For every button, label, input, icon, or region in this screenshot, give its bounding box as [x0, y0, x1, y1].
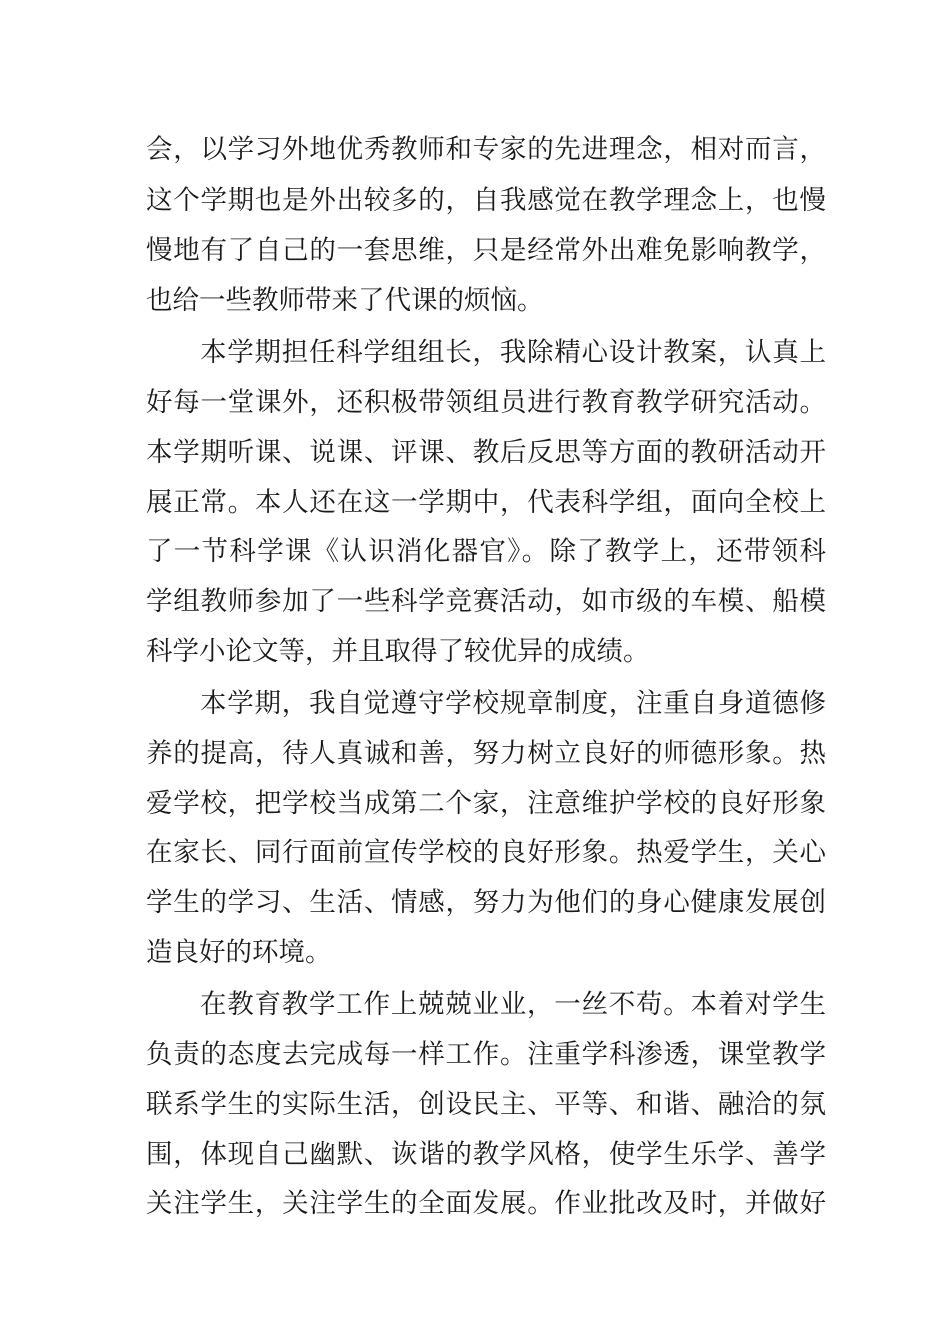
text-line: 学组教师参加了一些科学竞赛活动，如市级的车模、船模: [146, 586, 826, 617]
text-line: 负责的态度去完成每一样工作。注重学科渗透，课堂教学: [146, 1039, 826, 1070]
text-line: 在家长、同行面前宣传学校的良好形象。热爱学生，关心: [146, 837, 826, 868]
paragraph-first-line: 本学期担任科学组组长，我除精心设计教案，认真上: [200, 337, 826, 368]
text-line: 好每一堂课外，还积极带领组员进行教育教学研究活动。: [146, 387, 826, 418]
paragraph-first-line: 本学期，我自觉遵守学校规章制度，注重自身道德修: [200, 688, 826, 719]
text-line: 科学小论文等，并且取得了较优异的成绩。: [146, 636, 650, 667]
text-line: 也给一些教师带来了代课的烦恼。: [146, 285, 544, 316]
text-line: 关注学生，关注学生的全面发展。作业批改及时，并做好: [146, 1188, 826, 1219]
paragraph-first-line: 在教育教学工作上兢兢业业，一丝不苟。本着对学生: [200, 989, 826, 1020]
text-line: 联系学生的实际生活，创设民主、平等、和谐、融洽的氛: [146, 1089, 826, 1120]
text-line: 学生的学习、生活、情感，努力为他们的身心健康发展创: [146, 887, 826, 918]
text-line: 这个学期也是外出较多的，自我感觉在教学理念上，也慢: [146, 185, 826, 216]
text-line: 造良好的环境。: [146, 937, 332, 968]
text-line: 爱学校，把学校当成第二个家，注意维护学校的良好形象: [146, 788, 826, 819]
text-line: 会，以学习外地优秀教师和专家的先进理念，相对而言，: [146, 134, 826, 165]
text-line: 展正常。本人还在这一学期中，代表科学组，面向全校上: [146, 487, 826, 518]
text-line: 了一节科学课《认识消化器官》。除了教学上，还带领科: [146, 536, 826, 567]
text-line: 围，体现自己幽默、诙谐的教学风格，使学生乐学、善学: [146, 1139, 826, 1170]
text-line: 养的提高，待人真诚和善，努力树立良好的师德形象。热: [146, 738, 826, 769]
text-line: 本学期听课、说课、评课、教后反思等方面的教研活动开: [146, 437, 826, 468]
text-line: 慢地有了自己的一套思维，只是经常外出难免影响教学，: [146, 235, 826, 266]
